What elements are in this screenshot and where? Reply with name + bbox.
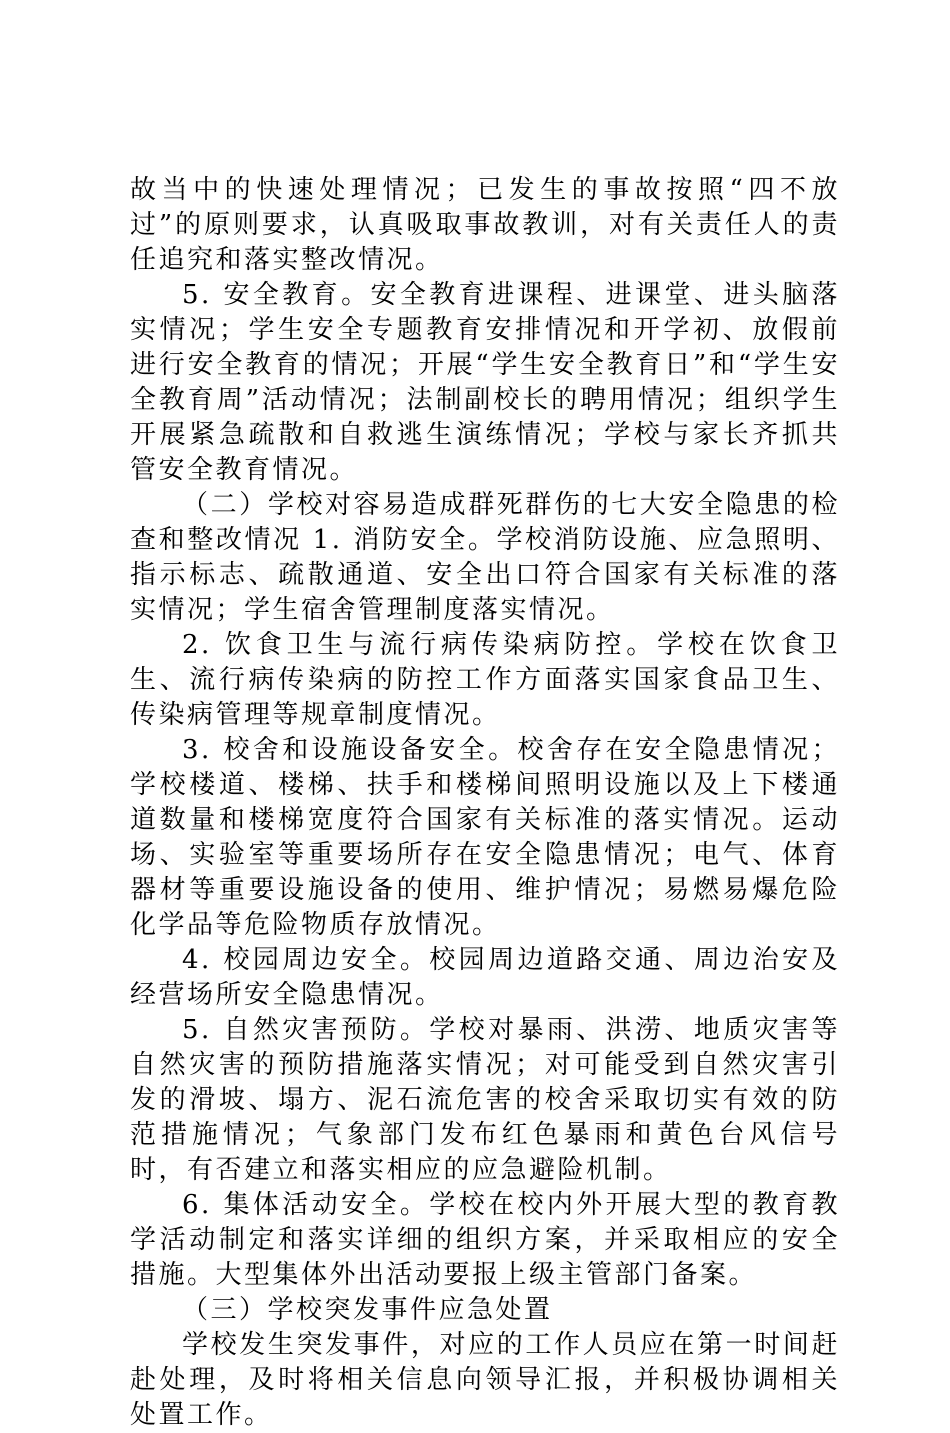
paragraph-building-safety: 3. 校舍和设施设备安全。校舍存在安全隐患情况；学校楼道、楼梯、扶手和楼梯间照明设施以及上下楼通道数量和楼梯宽度符合国家有关标准的落实情况。运动场、实验室等重要场所存在安全隐患情况；电气、体育器材等重要设施设备的使用、维护情况；易燃易爆危险化学品等危险物质存放情况。 — [130, 735, 840, 940]
paragraph-section-three-heading: （三）学校突发事件应急处置 — [182, 1295, 553, 1325]
paragraph-safety-education: 5. 安全教育。安全教育进课程、进课堂、进头脑落实情况；学生安全专题教育安排情况和开学初、放假前进行安全教育的情况；开展“学生安全教育日”和“学生安全教育周”活动情况；法制副校长的聘用情况；组织学生开展紧急疏散和自救逃生演练情况；学校与家长齐抓共管安全教育情况。 — [130, 280, 840, 485]
paragraph-emergency-response: 学校发生突发事件，对应的工作人员应在第一时间赶赴处理，及时将相关信息向领导汇报，并积极协调相关处置工作。 — [130, 1330, 840, 1430]
paragraph-section-two-fire-safety: （二）学校对容易造成群死群伤的七大安全隐患的检查和整改情况 1. 消防安全。学校消防设施、应急照明、指示标志、疏散通道、安全出口符合国家有关标准的落实情况；学生宿舍管理制度落实情况。 — [130, 490, 840, 625]
document-page — [130, 173, 840, 1433]
paragraph-food-hygiene: 2. 饮食卫生与流行病传染病防控。学校在饮食卫生、流行病传染病的防控工作方面落实国家食品卫生、传染病管理等规章制度情况。 — [130, 630, 840, 730]
paragraph-natural-disaster: 5. 自然灾害预防。学校对暴雨、洪涝、地质灾害等自然灾害的预防措施落实情况；对可能受到自然灾害引发的滑坡、塌方、泥石流危害的校舍采取切实有效的防范措施情况；气象部门发布红色暴雨和黄色台风信号时，有否建立和落实相应的应急避险机制。 — [130, 1015, 840, 1185]
paragraph-group-activity: 6. 集体活动安全。学校在校内外开展大型的教育教学活动制定和落实详细的组织方案，并采取相应的安全措施。大型集体外出活动要报上级主管部门备案。 — [130, 1190, 840, 1290]
paragraph-accident-handling: 故当中的快速处理情况；已发生的事故按照“四不放过”的原则要求，认真吸取事故教训，对有关责任人的责任追究和落实整改情况。 — [130, 175, 840, 275]
paragraph-campus-surroundings: 4. 校园周边安全。校园周边道路交通、周边治安及经营场所安全隐患情况。 — [130, 945, 840, 1010]
